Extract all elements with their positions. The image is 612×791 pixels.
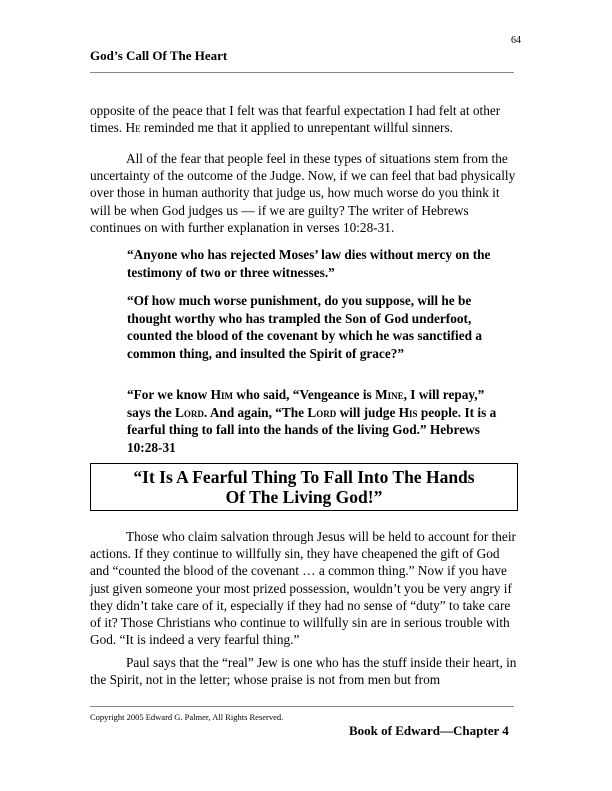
quote-3-part: , I will repay,” says the — [127, 387, 485, 420]
scripture-quote-2: “Of how much worse punishment, do you suppose, will he be thought worthy who has trampled the Son of God underfoot, counted the blood of the covenant by which he was sanctified a common thing, and insulted the Spirit of grace?” — [127, 293, 482, 361]
paragraph-3: Those who claim salvation through Jesus will be held to account for their actions. If they continue to willfully sin, they have cheapened the gift of God and “counted the blood of the covenant … a common thing.” Now if you have just given someone your most prized possession, wouldn’t you be very angry if they didn’t take care of it, especially if they had no sense of “duty” to take care of it? Those Christians who continue to willfully sin are in serious trouble with God. “It is indeed a very fearful thing.” — [90, 529, 516, 648]
quote-3-smallcaps: Lord — [175, 404, 204, 420]
paragraph-1-text-b: reminded me that it applied to unrepentant willful sinners. — [140, 120, 453, 136]
book-chapter-label: Book of Edward—Chapter 4 — [349, 723, 509, 738]
section-heading-line-2: Of The Living God!” — [225, 487, 383, 507]
quote-3-part: will judge — [336, 404, 399, 420]
copyright-notice: Copyright 2005 Edward G. Palmer, All Rights Reserved. — [90, 712, 284, 722]
header-rule — [90, 72, 514, 73]
quote-3-smallcaps: Lord — [307, 404, 337, 420]
quote-3-part: people. It is a fearful thing to fall into the hands of the living God.” Hebrews 10:28-31 — [127, 404, 497, 455]
quote-3-part: who said, “Vengeance is — [232, 387, 376, 402]
paragraph-1-text-a: opposite of the peace that I felt was that fearful expectation I had felt at other times. — [90, 103, 501, 136]
running-title: God’s Call Of The Heart — [90, 48, 228, 63]
quote-3-smallcaps: Him — [210, 387, 233, 402]
quote-3-smallcaps: Mine — [375, 387, 404, 402]
paragraph-4: Paul says that the “real” Jew is one who has the stuff inside their heart, in the Spirit, not in the letter; whose praise is not from men but from — [90, 655, 517, 688]
footer-rule — [90, 706, 514, 707]
quote-3-smallcaps: His — [398, 404, 418, 420]
section-heading-line-1: “It Is A Fearful Thing To Fall Into The Hands — [133, 467, 475, 487]
scripture-quote-1: “Anyone who has rejected Moses’ law dies without mercy on the testimony of two or three witnesses.” — [127, 247, 491, 280]
paragraph-1 — [90, 102, 522, 136]
quote-3-part: “For we know — [127, 387, 211, 402]
paragraph-2: All of the fear that people feel in these types of situations stem from the uncertainty of the outcome of the Judge. Now, if we can feel that bad physically over those in human authority that judge us, how much worse do you think it will be when God judges us — if we are guilty? The writer of Hebrews continues on with further explanation in verses 10:28-31. — [90, 151, 516, 235]
paragraph-1-smallcaps: He — [125, 120, 141, 136]
quote-3-part: . And again, “The — [203, 404, 308, 420]
page-number: 64 — [511, 35, 521, 46]
section-heading-box — [90, 463, 518, 511]
scripture-quote-3 — [127, 386, 507, 456]
